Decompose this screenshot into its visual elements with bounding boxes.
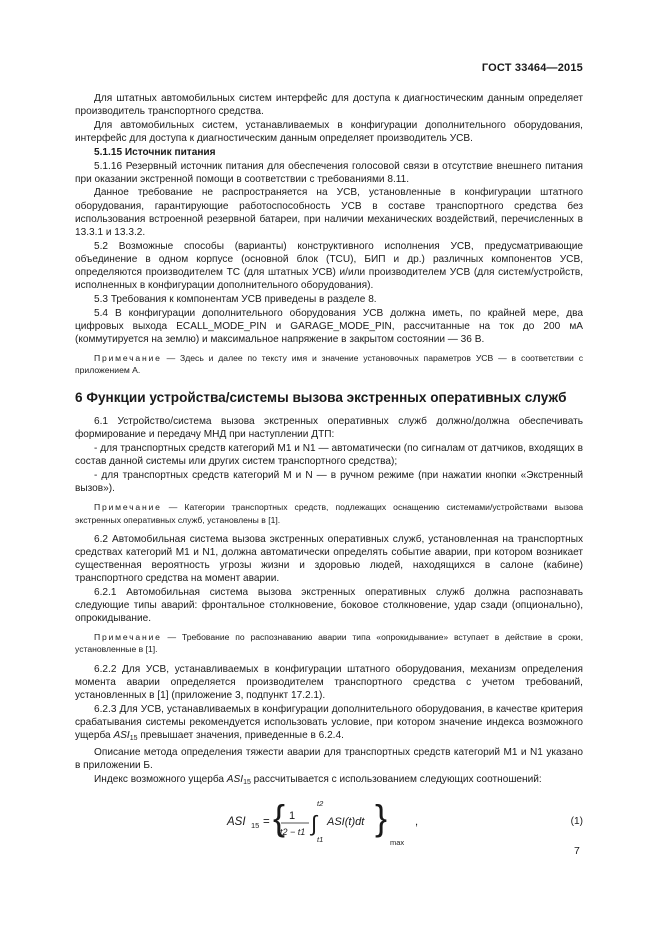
formula-lhs-subscript: 15 [251, 820, 260, 830]
note-text: — Категории транспортных средств, подлежащих оснащению системами/устройствами вызова экстренных оперативных служб, установлены в [1]. [75, 502, 583, 525]
paragraph: 6.2.1 Автомобильная система вызова экстренных оперативных служб должна распознавать следующие типы аварий: фронтальное столкновение, боковое столкновение, удар сзади (опционально), опрокидывание. [75, 586, 583, 625]
fraction-numerator: 1 [289, 809, 296, 822]
note-text: — Требование по распознаванию аварии типа «опрокидывание» вступает в действие в сроки, установленные в [1]. [75, 632, 583, 655]
document-code: ГОСТ 33464—2015 [481, 62, 583, 74]
paragraph: 5.1.16 Резервный источник питания для обеспечения голосовой связи в отсутствие внешнего питания при оказании экстренной помощи в соответствии с требованиями 8.11. [75, 160, 583, 185]
right-brace: } [375, 796, 388, 838]
max-subscript: max [390, 837, 405, 847]
note [75, 501, 583, 525]
list-item: - для транспортных средств категорий М и N — в ручном режиме (при нажатии кнопки «Экстренный вызов»). [75, 470, 583, 495]
formula-comma: , [415, 815, 419, 828]
paragraph: 6.2 Автомобильная система вызова экстренных оперативных служб, установленная на транспортных средствах категорий М1 и N1, должна автоматически определять событие аварии, при котором возникает существенная вероятность угрозы жизни и здоровью людей, находящихся в салоне (кабине) транспортного средства на момент аварии. [75, 533, 583, 585]
left-brace: { [273, 796, 286, 838]
section-heading: 6 Функции устройства/системы вызова экстренных оперативных служб [75, 390, 567, 406]
paragraph: 5.2 Возможные способы (варианты) конструктивного исполнения УСВ, предусматривающие объединение в одном корпусе (основной блок (TCU), БИП и др.) различных компонентов УСВ, определяются производителем ТС (для штатных УСВ) и/или производителем УСВ (для систем/устройств, исполненных в конфигурации дополнительного оборудования). [75, 240, 583, 292]
formula-1 [75, 796, 583, 858]
asi-formula [75, 796, 495, 858]
note [75, 352, 583, 376]
asi-symbol: ASI [113, 729, 130, 741]
note-label: Примечание [94, 353, 162, 364]
page-body [75, 92, 583, 858]
paragraph: Для автомобильных систем, устанавливаемых в конфигурации дополнительного оборудования, интерфейс для доступа к диагностическим данным определяет производитель УСВ. [75, 119, 583, 145]
note-label: Примечание [94, 502, 162, 513]
note-label: Примечание [94, 632, 162, 643]
subsection-heading: 5.1.15 Источник питания [94, 146, 216, 158]
integrand: ASI(t)dt [327, 815, 365, 828]
paragraph: Для штатных автомобильных систем интерфейс для доступа к диагностическим данным определяет производитель транспортного средства. [75, 93, 583, 118]
asi-symbol: ASI [226, 773, 244, 785]
paragraph: Описание метода определения тяжести аварии для транспортных средств категорий М1 и N1 указано в приложении Б. [75, 746, 583, 771]
list-item: - для транспортных средств категорий М1 и N1 — автоматически (по сигналам от датчиков, входящих в состав данной системы или других систем транспортного средства); [75, 443, 583, 468]
formula-lhs: ASI [227, 815, 246, 828]
integral-sign: ∫ [311, 810, 318, 836]
paragraph: 6.2.3 Для УСВ, устанавливаемых в конфигурации дополнительного оборудования, в качестве критерия срабатывания системы рекомендуется использовать условие, при котором значение индекса возможного ущерба $ASI_{15}$ превышает значения, приведенные в 6.2.4. [75, 703, 583, 742]
note-text: — Здесь и далее по тексту имя и значение установочных параметров УСВ — в соответствии с приложением А. [75, 353, 583, 376]
paragraph: Данное требование не распространяется на УСВ, установленные в конфигурации штатного оборудования, гарантирующие работоспособность УСВ в составе транспортного средства без использования встроенной резервной батареи, при наличии механических воздействий, перечисленных в 13.3.1 и 13.3.2. [75, 187, 583, 238]
equation-number: (1) [570, 815, 583, 827]
paragraph: 6.2.2 Для УСВ, устанавливаемых в конфигурации штатного оборудования, механизм определения момента аварии определяется производителем транспортного средства с учетом требований, установленных в [1] (приложение 3, подпункт 17.2.1). [75, 663, 583, 701]
paragraph: Индекс возможного ущерба $ASI_{15}$ рассчитывается с использованием следующих соотношений: [94, 773, 542, 786]
page-number: 7 [574, 845, 580, 857]
fraction-denominator: t2 − t1 [280, 826, 306, 837]
paragraph: 5.3 Требования к компонентам УСВ приведены в разделе 8. [94, 293, 377, 305]
note [75, 631, 583, 655]
formula-equals: = [263, 815, 270, 828]
paragraph: 6.1 Устройство/система вызова экстренных оперативных служб должно/должна обеспечивать формирование и передачу МНД при наступлении ДТП: [75, 416, 583, 441]
integral-lower-limit: t1 [317, 834, 324, 844]
integral-upper-limit: t2 [317, 798, 324, 808]
paragraph: 5.4 В конфигурации дополнительного оборудования УСВ должна иметь, по крайней мере, два цифровых выхода ECALL_MODE_PIN и GARAGE_MODE_PIN, рассчитанные на ток до 200 мА (коммутируется на землю) и максимальное напряжение в закрытом состоянии — 36 В. [75, 307, 583, 345]
